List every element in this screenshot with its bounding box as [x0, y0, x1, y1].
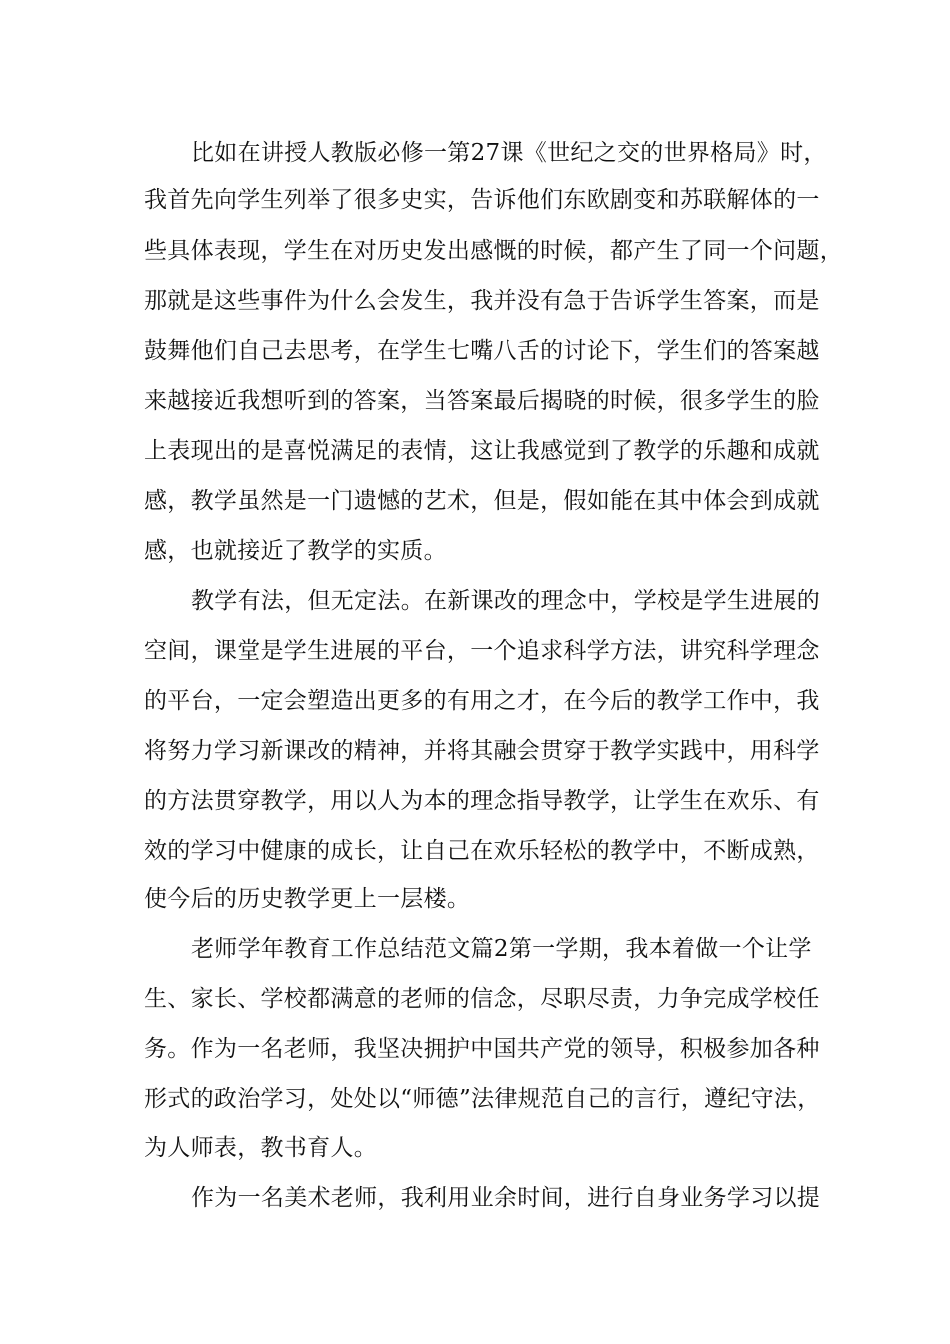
text-line: 形式的政治学习，处处以“师德”法律规范自己的言行，遵纪守法， [144, 1086, 821, 1112]
text-line: 生、家长、学校都满意的老师的信念，尽职尽责，力争完成学校任 [144, 986, 820, 1012]
text-line: 将努力学习新课改的精神，并将其融会贯穿于教学实践中，用科学 [144, 738, 820, 764]
text-line: 比如在讲授人教版必修一第27课《世纪之交的世界格局》时， [191, 140, 827, 166]
text-line: 那就是这些事件为什么会发生，我并没有急于告诉学生答案，而是 [144, 288, 820, 314]
text-line: 的平台，一定会塑造出更多的有用之才，在今后的教学工作中，我 [144, 688, 820, 714]
text-line: 效的学习中健康的成长，让自己在欢乐轻松的教学中，不断成熟， [144, 838, 820, 864]
text-line: 鼓舞他们自己去思考，在学生七嘴八舌的讨论下，学生们的答案越 [144, 338, 820, 364]
text-line: 我首先向学生列举了很多史实，告诉他们东欧剧变和苏联解体的一 [144, 187, 820, 213]
text-line: 来越接近我想听到的答案，当答案最后揭晓的时候，很多学生的脸 [144, 388, 820, 414]
text-line: 感，教学虽然是一门遗憾的艺术，但是，假如能在其中体会到成就 [144, 488, 820, 514]
text-line: 教学有法，但无定法。在新课改的理念中，学校是学生进展的 [191, 588, 821, 614]
text-line: 使今后的历史教学更上一层楼。 [144, 886, 471, 912]
text-line: 务。作为一名老师，我坚决拥护中国共产党的领导，积极参加各种 [144, 1036, 820, 1062]
text-line: 的方法贯穿教学，用以人为本的理念指导教学，让学生在欢乐、有 [144, 788, 820, 814]
text-line: 老师学年教育工作总结范文篇2第一学期，我本着做一个让学 [191, 936, 812, 962]
text-line: 上表现出的是喜悦满足的表情，这让我感觉到了教学的乐趣和成就 [144, 438, 820, 464]
text-line: 空间，课堂是学生进展的平台，一个追求科学方法，讲究科学理念 [144, 638, 820, 664]
text-line: 为人师表，教书育人。 [144, 1135, 377, 1161]
text-line: 作为一名美术老师，我利用业余时间，进行自身业务学习以提 [191, 1185, 821, 1211]
text-line: 感，也就接近了教学的实质。 [144, 538, 447, 564]
text-line: 些具体表现，学生在对历史发出感慨的时候，都产生了同一个问题， [144, 238, 843, 264]
